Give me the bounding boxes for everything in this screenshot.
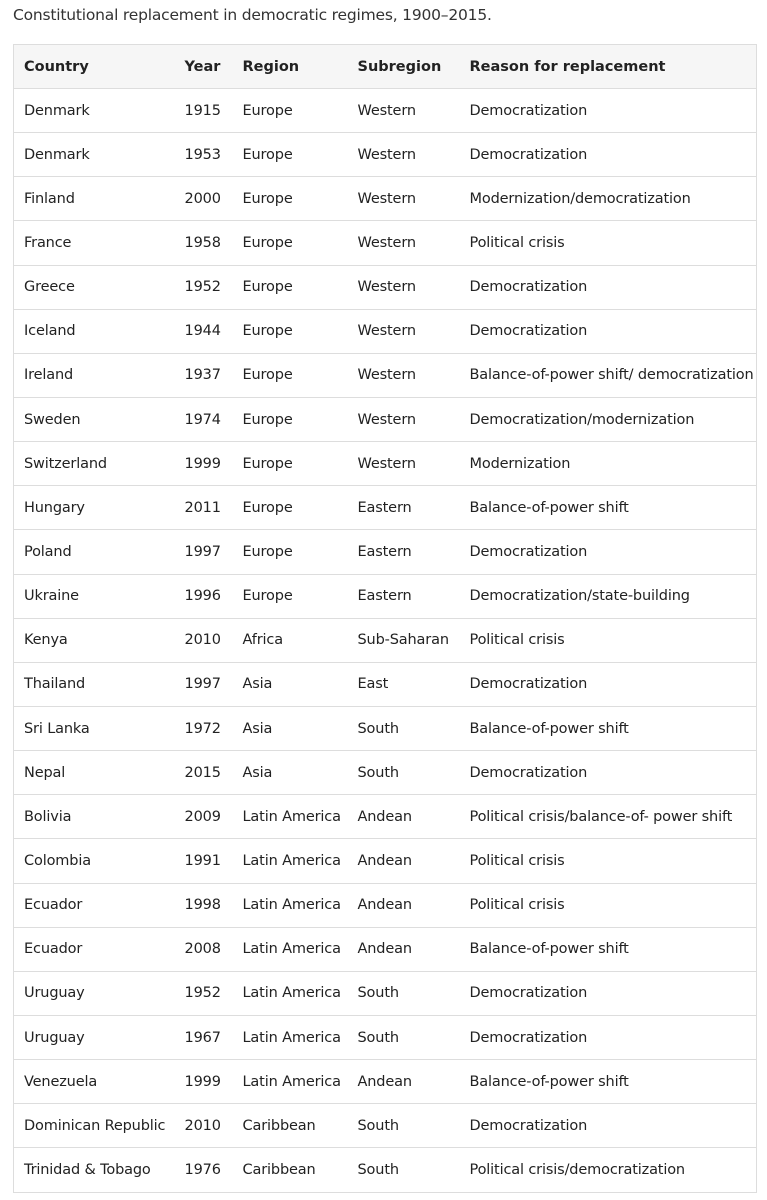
cell-region: Europe xyxy=(229,89,346,133)
cell-year: 1974 xyxy=(175,397,229,441)
cell-region: Latin America xyxy=(229,927,346,971)
cell-region: Europe xyxy=(229,442,346,486)
table-row xyxy=(14,751,757,795)
table-row xyxy=(14,397,757,441)
cell-country: Colombia xyxy=(14,839,175,883)
cell-subregion: Sub-Saharan xyxy=(346,618,457,662)
cell-year: 1967 xyxy=(175,1015,229,1059)
cell-subregion: Western xyxy=(346,309,457,353)
cell-subregion: Andean xyxy=(346,927,457,971)
cell-country: Venezuela xyxy=(14,1060,175,1104)
cell-year: 2010 xyxy=(175,1104,229,1148)
cell-region: Latin America xyxy=(229,883,346,927)
cell-year: 1915 xyxy=(175,89,229,133)
cell-year: 1998 xyxy=(175,883,229,927)
cell-region: Europe xyxy=(229,397,346,441)
cell-subregion: Andean xyxy=(346,839,457,883)
cell-reason: Balance-of-power shift xyxy=(457,927,757,971)
cell-region: Europe xyxy=(229,221,346,265)
cell-reason: Modernization/democratization xyxy=(457,177,757,221)
table-row xyxy=(14,89,757,133)
cell-subregion: Western xyxy=(346,353,457,397)
cell-country: Dominican Republic xyxy=(14,1104,175,1148)
cell-reason: Democratization xyxy=(457,89,757,133)
cell-subregion: Western xyxy=(346,133,457,177)
table-row xyxy=(14,265,757,309)
cell-year: 2008 xyxy=(175,927,229,971)
cell-country: Finland xyxy=(14,177,175,221)
cell-reason: Modernization xyxy=(457,442,757,486)
cell-country: Hungary xyxy=(14,486,175,530)
table-row xyxy=(14,618,757,662)
cell-year: 2015 xyxy=(175,751,229,795)
cell-country: Iceland xyxy=(14,309,175,353)
cell-year: 2011 xyxy=(175,486,229,530)
cell-year: 1972 xyxy=(175,706,229,750)
cell-year: 1937 xyxy=(175,353,229,397)
cell-country: Uruguay xyxy=(14,971,175,1015)
cell-region: Europe xyxy=(229,530,346,574)
cell-region: Europe xyxy=(229,133,346,177)
table-row xyxy=(14,442,757,486)
cell-year: 1952 xyxy=(175,971,229,1015)
table-row xyxy=(14,574,757,618)
table-row xyxy=(14,309,757,353)
table-row xyxy=(14,971,757,1015)
cell-year: 1952 xyxy=(175,265,229,309)
cell-subregion: Andean xyxy=(346,1060,457,1104)
cell-subregion: East xyxy=(346,662,457,706)
cell-subregion: Eastern xyxy=(346,574,457,618)
cell-country: Ireland xyxy=(14,353,175,397)
cell-country: Poland xyxy=(14,530,175,574)
cell-reason: Democratization/state-building xyxy=(457,574,757,618)
cell-reason: Political crisis xyxy=(457,618,757,662)
cell-reason: Democratization xyxy=(457,1104,757,1148)
cell-subregion: Andean xyxy=(346,883,457,927)
table-row xyxy=(14,486,757,530)
constitutional-replacement-table xyxy=(13,44,757,1193)
cell-year: 1999 xyxy=(175,442,229,486)
cell-subregion: South xyxy=(346,706,457,750)
cell-region: Latin America xyxy=(229,971,346,1015)
table-row xyxy=(14,1060,757,1104)
cell-reason: Democratization xyxy=(457,751,757,795)
table-row xyxy=(14,177,757,221)
cell-reason: Political crisis xyxy=(457,839,757,883)
cell-subregion: South xyxy=(346,1104,457,1148)
header-region: Region xyxy=(229,45,346,89)
cell-country: Ecuador xyxy=(14,927,175,971)
cell-reason: Democratization xyxy=(457,530,757,574)
cell-country: Trinidad & Tobago xyxy=(14,1148,175,1192)
table-caption: Constitutional replacement in democratic regimes, 1900–2015. xyxy=(13,6,492,24)
cell-region: Europe xyxy=(229,309,346,353)
table-body xyxy=(14,89,757,1193)
cell-region: Latin America xyxy=(229,1015,346,1059)
table-row xyxy=(14,1104,757,1148)
cell-year: 2009 xyxy=(175,795,229,839)
cell-reason: Political crisis/democratization xyxy=(457,1148,757,1192)
cell-country: Bolivia xyxy=(14,795,175,839)
cell-reason: Democratization/modernization xyxy=(457,397,757,441)
table-row xyxy=(14,1015,757,1059)
cell-country: Greece xyxy=(14,265,175,309)
cell-subregion: South xyxy=(346,1148,457,1192)
cell-year: 1958 xyxy=(175,221,229,265)
cell-country: Uruguay xyxy=(14,1015,175,1059)
table-row xyxy=(14,839,757,883)
table-row xyxy=(14,353,757,397)
cell-year: 1944 xyxy=(175,309,229,353)
cell-year: 2010 xyxy=(175,618,229,662)
cell-region: Europe xyxy=(229,177,346,221)
cell-country: Denmark xyxy=(14,133,175,177)
cell-year: 1999 xyxy=(175,1060,229,1104)
table-row xyxy=(14,883,757,927)
cell-region: Caribbean xyxy=(229,1104,346,1148)
cell-region: Europe xyxy=(229,353,346,397)
table-header-row xyxy=(14,45,757,89)
cell-reason: Democratization xyxy=(457,662,757,706)
cell-reason: Political crisis xyxy=(457,883,757,927)
cell-year: 1997 xyxy=(175,662,229,706)
table-row xyxy=(14,795,757,839)
table-row xyxy=(14,662,757,706)
cell-region: Asia xyxy=(229,662,346,706)
data-table-container xyxy=(13,44,756,1193)
header-subregion: Subregion xyxy=(346,45,457,89)
cell-country: France xyxy=(14,221,175,265)
cell-reason: Political crisis xyxy=(457,221,757,265)
cell-country: Thailand xyxy=(14,662,175,706)
cell-reason: Democratization xyxy=(457,971,757,1015)
cell-year: 1976 xyxy=(175,1148,229,1192)
table-row xyxy=(14,133,757,177)
cell-country: Switzerland xyxy=(14,442,175,486)
table-row xyxy=(14,530,757,574)
cell-reason: Balance-of-power shift xyxy=(457,706,757,750)
cell-reason: Democratization xyxy=(457,133,757,177)
cell-subregion: Eastern xyxy=(346,530,457,574)
cell-subregion: Western xyxy=(346,442,457,486)
header-reason: Reason for replacement xyxy=(457,45,757,89)
header-year: Year xyxy=(175,45,229,89)
cell-subregion: Western xyxy=(346,221,457,265)
cell-subregion: South xyxy=(346,971,457,1015)
cell-reason: Balance-of-power shift/ democratization xyxy=(457,353,757,397)
cell-region: Asia xyxy=(229,751,346,795)
cell-region: Caribbean xyxy=(229,1148,346,1192)
cell-country: Ukraine xyxy=(14,574,175,618)
cell-subregion: Western xyxy=(346,89,457,133)
cell-region: Africa xyxy=(229,618,346,662)
cell-region: Europe xyxy=(229,486,346,530)
table-row xyxy=(14,706,757,750)
cell-reason: Democratization xyxy=(457,1015,757,1059)
cell-region: Latin America xyxy=(229,839,346,883)
header-country: Country xyxy=(14,45,175,89)
cell-year: 1991 xyxy=(175,839,229,883)
cell-reason: Balance-of-power shift xyxy=(457,1060,757,1104)
cell-subregion: South xyxy=(346,751,457,795)
cell-year: 1997 xyxy=(175,530,229,574)
cell-subregion: Western xyxy=(346,397,457,441)
cell-year: 1996 xyxy=(175,574,229,618)
cell-reason: Political crisis/balance-of- power shift xyxy=(457,795,757,839)
table-row xyxy=(14,1148,757,1192)
cell-country: Kenya xyxy=(14,618,175,662)
cell-country: Sri Lanka xyxy=(14,706,175,750)
cell-country: Nepal xyxy=(14,751,175,795)
cell-region: Latin America xyxy=(229,795,346,839)
table-row xyxy=(14,927,757,971)
cell-year: 2000 xyxy=(175,177,229,221)
cell-region: Asia xyxy=(229,706,346,750)
cell-reason: Democratization xyxy=(457,309,757,353)
cell-region: Latin America xyxy=(229,1060,346,1104)
cell-subregion: South xyxy=(346,1015,457,1059)
cell-subregion: Western xyxy=(346,177,457,221)
cell-country: Denmark xyxy=(14,89,175,133)
cell-reason: Democratization xyxy=(457,265,757,309)
table-row xyxy=(14,221,757,265)
cell-country: Sweden xyxy=(14,397,175,441)
cell-reason: Balance-of-power shift xyxy=(457,486,757,530)
cell-subregion: Western xyxy=(346,265,457,309)
cell-subregion: Eastern xyxy=(346,486,457,530)
cell-subregion: Andean xyxy=(346,795,457,839)
cell-year: 1953 xyxy=(175,133,229,177)
cell-region: Europe xyxy=(229,574,346,618)
cell-country: Ecuador xyxy=(14,883,175,927)
cell-region: Europe xyxy=(229,265,346,309)
